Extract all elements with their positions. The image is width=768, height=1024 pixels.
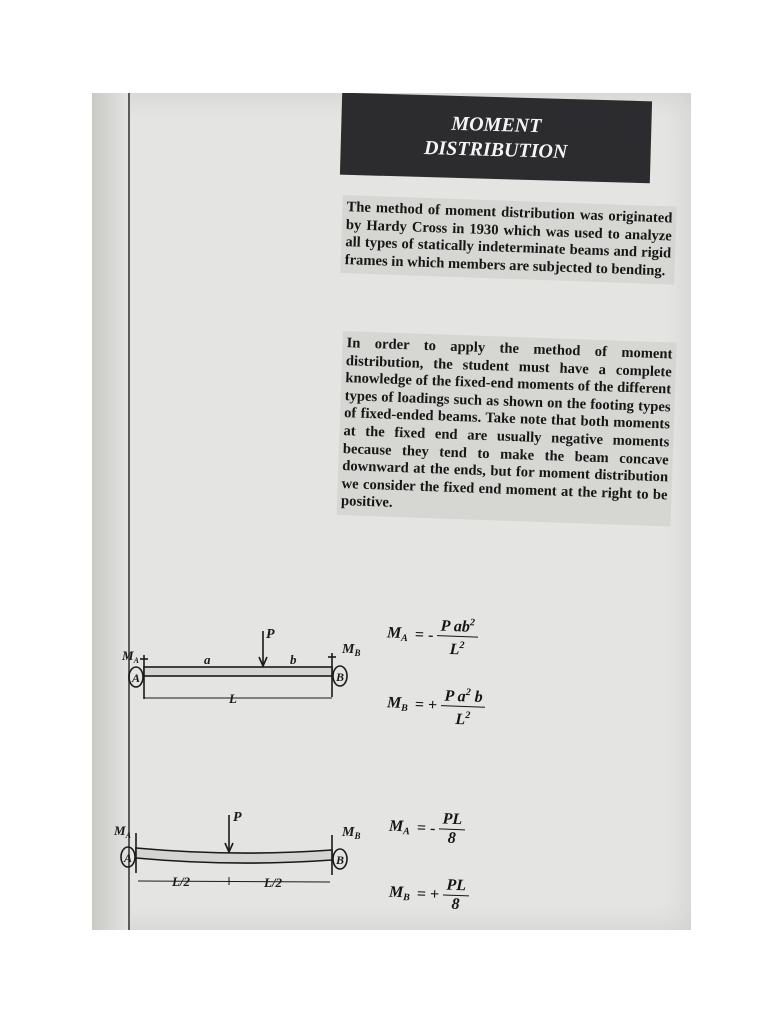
title-line-1: MOMENT xyxy=(451,112,542,138)
figure2-ma-fraction: $\frac{PL}{8}$ xyxy=(439,810,466,848)
figure1-b-label: b xyxy=(290,652,297,667)
figure2-equation-ma: $M_A$ = - $\frac{PL}{8}$ xyxy=(388,809,465,849)
figure1-ma-label: $M_A$ xyxy=(122,648,139,665)
paragraph-fixed-end-moments: In order to apply the method of moment distribution, the student must have a complete knowledge of the fixed-end moments of the different types of loadings such as shown on the footing types of fixed-ended beams. Take note that both moments at the fixed end are usually negative moments because they tend to make the beam concave downward at the ends, but for moment distribution we consider the fixed end moment at the right to be positive. xyxy=(337,331,677,526)
figure1-mb-label: $M_B$ xyxy=(342,642,361,658)
figure2-half-right-label: L/2 xyxy=(264,875,283,890)
figure1-mb-fraction: $\frac{P a^2 b}{L^2}$ xyxy=(440,683,486,730)
figure2-equation-mb: $M_B$ = + $\frac{PL}{8}$ xyxy=(388,875,469,915)
figure2-support-a-label: A xyxy=(124,851,133,865)
figure2-mb-fraction: $\frac{PL}{8}$ xyxy=(442,877,469,915)
title-line-2: DISTRIBUTION xyxy=(423,136,568,163)
figure2-load-label: P xyxy=(233,810,242,825)
figure1-equation-ma: $M_A$ = - $\frac{P ab^2}{L^2}$ xyxy=(386,611,478,660)
book-page xyxy=(92,93,691,930)
figure2-support-b-label: B xyxy=(336,853,345,867)
figure1-equation-mb: $M_B$ = + $\frac{P a^2 b}{L^2}$ xyxy=(386,681,486,730)
figure1-span-label: L xyxy=(229,691,237,706)
figure1-ma-fraction: $\frac{P ab^2}{L^2}$ xyxy=(437,613,479,660)
figure1-a-label: a xyxy=(204,652,211,667)
figure2-dimension-line xyxy=(138,881,330,882)
figure2-ma-label: $M_A$ xyxy=(114,823,131,840)
paragraph-intro: The method of moment distribution was originated by Hardy Cross in 1930 which was used to analyze all types of statically indeterminate beams and rigid frames in which members are subjected to bending. xyxy=(340,195,677,285)
figure2-beam xyxy=(136,848,332,863)
figure1-support-a-label: A xyxy=(132,671,141,685)
figure2-beam-diagram xyxy=(92,93,691,930)
figure1-support-b-label: B xyxy=(336,670,345,684)
figure1-load-label: P xyxy=(266,627,275,642)
figure2-half-left-label: L/2 xyxy=(172,874,191,889)
figure2-mb-label: $M_B$ xyxy=(342,825,361,841)
